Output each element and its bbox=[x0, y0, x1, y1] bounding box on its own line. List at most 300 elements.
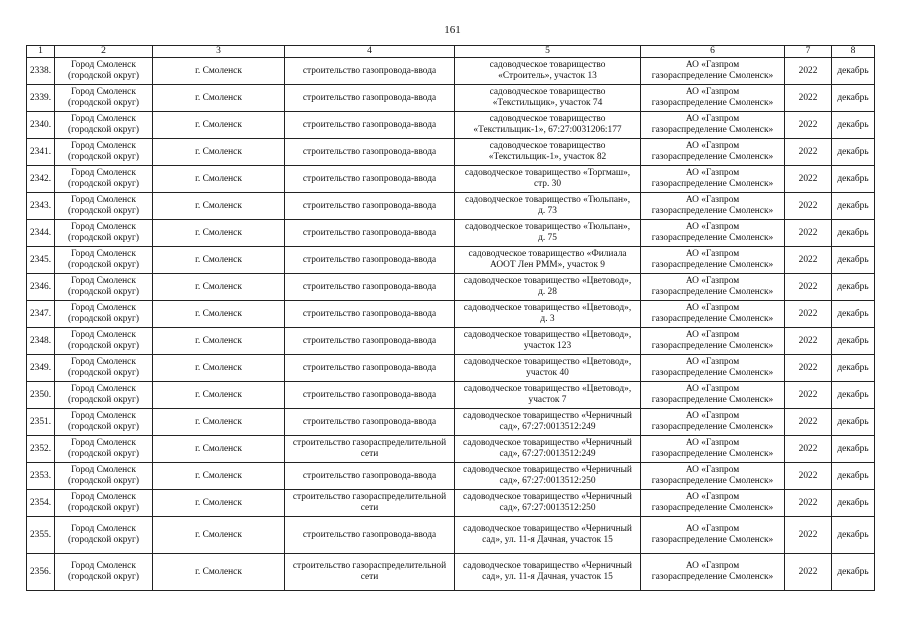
municipality-cell bbox=[55, 111, 153, 138]
object-cell bbox=[455, 516, 641, 553]
table-row bbox=[27, 138, 875, 165]
municipality-cell bbox=[55, 273, 153, 300]
row-number: 2339. bbox=[29, 92, 52, 103]
municipality-cell bbox=[55, 57, 153, 84]
object-cell bbox=[455, 300, 641, 327]
organization-line-2: газораспределение Смоленск» bbox=[651, 475, 774, 486]
object-line-1: садоводческое товарищество «Черничный bbox=[463, 492, 632, 503]
year-cell bbox=[785, 246, 832, 273]
month-text: декабрь bbox=[837, 308, 869, 319]
month-text: декабрь bbox=[837, 92, 869, 103]
work-type-cell bbox=[285, 489, 455, 516]
municipality-line-1: Город Смоленск bbox=[71, 222, 136, 233]
work-type-cell bbox=[285, 300, 455, 327]
organization-cell bbox=[641, 300, 785, 327]
organization-line-2: газораспределение Смоленск» bbox=[651, 232, 774, 243]
row-number-cell bbox=[27, 246, 55, 273]
municipality-line-1: Город Смоленск bbox=[71, 303, 136, 314]
object-cell bbox=[455, 435, 641, 462]
settlement-text: г. Смоленск bbox=[195, 443, 242, 454]
organization-line-1: АО «Газпром bbox=[685, 168, 740, 179]
organization-line-1: АО «Газпром bbox=[685, 357, 740, 368]
municipality-line-2: (городской округ) bbox=[67, 97, 140, 108]
work-type-line-1: строительство газопровода-ввода bbox=[302, 308, 437, 319]
month-text: декабрь bbox=[837, 335, 869, 346]
month-text: декабрь bbox=[837, 389, 869, 400]
work-type-cell bbox=[285, 553, 455, 590]
organization-line-2: газораспределение Смоленск» bbox=[651, 178, 774, 189]
object-line-1: садоводческое товарищество «Черничный bbox=[463, 561, 632, 572]
year-cell bbox=[785, 273, 832, 300]
work-type-line-1: строительство газораспределительной bbox=[292, 561, 447, 572]
year-cell bbox=[785, 462, 832, 489]
organization-line-2: газораспределение Смоленск» bbox=[651, 367, 774, 378]
year-text: 2022 bbox=[798, 443, 818, 454]
work-type-line-2: сети bbox=[360, 448, 379, 459]
month-text: декабрь bbox=[837, 173, 869, 184]
organization-line-1: АО «Газпром bbox=[685, 330, 740, 341]
municipality-line-2: (городской округ) bbox=[67, 205, 140, 216]
object-line-1: садоводческое товарищество bbox=[489, 114, 606, 125]
municipality-line-2: (городской округ) bbox=[67, 178, 140, 189]
municipality-line-1: Город Смоленск bbox=[71, 195, 136, 206]
settlement-cell bbox=[153, 327, 285, 354]
year-text: 2022 bbox=[798, 566, 818, 577]
municipality-line-2: (городской округ) bbox=[67, 448, 140, 459]
row-number: 2352. bbox=[29, 443, 52, 454]
organization-cell bbox=[641, 273, 785, 300]
settlement-cell bbox=[153, 84, 285, 111]
settlement-cell bbox=[153, 219, 285, 246]
row-number-cell bbox=[27, 111, 55, 138]
object-line-2: «Строитель», участок 13 bbox=[498, 70, 597, 81]
organization-line-2: газораспределение Смоленск» bbox=[651, 534, 774, 545]
municipality-line-1: Город Смоленск bbox=[71, 465, 136, 476]
year-text: 2022 bbox=[798, 146, 818, 157]
object-line-2: д. 73 bbox=[538, 205, 557, 216]
object-line-1: садоводческое товарищество bbox=[489, 60, 606, 71]
table-body bbox=[27, 57, 875, 590]
table-row bbox=[27, 381, 875, 408]
object-cell bbox=[455, 273, 641, 300]
municipality-cell bbox=[55, 462, 153, 489]
month-text: декабрь bbox=[837, 146, 869, 157]
work-type-cell bbox=[285, 57, 455, 84]
settlement-text: г. Смоленск bbox=[195, 65, 242, 76]
organization-line-1: АО «Газпром bbox=[685, 195, 740, 206]
organization-cell bbox=[641, 354, 785, 381]
work-type-cell bbox=[285, 165, 455, 192]
settlement-cell bbox=[153, 354, 285, 381]
municipality-line-1: Город Смоленск bbox=[71, 438, 136, 449]
organization-line-2: газораспределение Смоленск» bbox=[651, 571, 774, 582]
object-cell bbox=[455, 489, 641, 516]
object-line-1: садоводческое товарищество «Черничный bbox=[463, 465, 632, 476]
year-cell bbox=[785, 408, 832, 435]
year-cell bbox=[785, 435, 832, 462]
organization-line-1: АО «Газпром bbox=[685, 249, 740, 260]
row-number-cell bbox=[27, 381, 55, 408]
organization-cell bbox=[641, 462, 785, 489]
work-type-cell bbox=[285, 462, 455, 489]
settlement-cell bbox=[153, 553, 285, 590]
year-cell bbox=[785, 354, 832, 381]
year-cell bbox=[785, 165, 832, 192]
row-number-cell bbox=[27, 516, 55, 553]
work-type-line-1: строительство газораспределительной bbox=[292, 438, 447, 449]
row-number-cell bbox=[27, 57, 55, 84]
organization-cell bbox=[641, 327, 785, 354]
object-line-1: садоводческое товарищество «Цветовод», bbox=[463, 384, 632, 395]
work-type-cell bbox=[285, 246, 455, 273]
month-text: декабрь bbox=[837, 416, 869, 427]
organization-cell bbox=[641, 165, 785, 192]
work-type-line-2: сети bbox=[360, 502, 379, 513]
object-line-2: сад», 67:27:0013512:250 bbox=[499, 475, 596, 486]
table-row bbox=[27, 462, 875, 489]
object-line-2: д. 28 bbox=[538, 286, 557, 297]
settlement-text: г. Смоленск bbox=[195, 566, 242, 577]
municipality-line-2: (городской округ) bbox=[67, 151, 140, 162]
organization-line-2: газораспределение Смоленск» bbox=[651, 124, 774, 135]
settlement-cell bbox=[153, 300, 285, 327]
organization-line-1: АО «Газпром bbox=[685, 492, 740, 503]
column-header: 4 bbox=[285, 46, 455, 58]
municipality-line-1: Город Смоленск bbox=[71, 411, 136, 422]
municipality-line-1: Город Смоленск bbox=[71, 330, 136, 341]
organization-cell bbox=[641, 408, 785, 435]
municipality-cell bbox=[55, 246, 153, 273]
year-cell bbox=[785, 327, 832, 354]
row-number: 2346. bbox=[29, 281, 52, 292]
work-type-line-1: строительство газопровода-ввода bbox=[302, 529, 437, 540]
organization-line-1: АО «Газпром bbox=[685, 60, 740, 71]
table-row bbox=[27, 57, 875, 84]
object-line-1: садоводческое товарищество «Тюльпан», bbox=[464, 195, 631, 206]
work-type-line-1: строительство газопровода-ввода bbox=[302, 173, 437, 184]
settlement-cell bbox=[153, 273, 285, 300]
month-text: декабрь bbox=[837, 443, 869, 454]
row-number: 2343. bbox=[29, 200, 52, 211]
work-type-cell bbox=[285, 219, 455, 246]
object-line-2: АООТ Лен РММ», участок 9 bbox=[490, 259, 605, 270]
row-number-cell bbox=[27, 462, 55, 489]
settlement-cell bbox=[153, 165, 285, 192]
settlement-cell bbox=[153, 381, 285, 408]
municipality-cell bbox=[55, 354, 153, 381]
object-line-2: участок 7 bbox=[528, 394, 567, 405]
row-number: 2355. bbox=[29, 529, 52, 540]
row-number: 2341. bbox=[29, 146, 52, 157]
row-number: 2350. bbox=[29, 389, 52, 400]
object-line-1: садоводческое товарищество «Торгмаш», bbox=[464, 168, 631, 179]
object-cell bbox=[455, 553, 641, 590]
month-text: декабрь bbox=[837, 200, 869, 211]
organization-cell bbox=[641, 246, 785, 273]
object-cell bbox=[455, 84, 641, 111]
row-number-cell bbox=[27, 327, 55, 354]
municipality-cell bbox=[55, 300, 153, 327]
row-number-cell bbox=[27, 192, 55, 219]
object-line-1: садоводческое товарищество bbox=[489, 141, 606, 152]
month-cell bbox=[832, 435, 875, 462]
object-line-2: «Текстильщик-1», участок 82 bbox=[488, 151, 607, 162]
organization-line-1: АО «Газпром bbox=[685, 87, 740, 98]
organization-cell bbox=[641, 57, 785, 84]
organization-line-1: АО «Газпром bbox=[685, 411, 740, 422]
municipality-line-1: Город Смоленск bbox=[71, 276, 136, 287]
table-row bbox=[27, 354, 875, 381]
table-row bbox=[27, 219, 875, 246]
settlement-cell bbox=[153, 246, 285, 273]
month-text: декабрь bbox=[837, 529, 869, 540]
row-number: 2338. bbox=[29, 65, 52, 76]
municipality-line-2: (городской округ) bbox=[67, 502, 140, 513]
settlement-text: г. Смоленск bbox=[195, 200, 242, 211]
organization-cell bbox=[641, 84, 785, 111]
row-number: 2344. bbox=[29, 227, 52, 238]
month-text: декабрь bbox=[837, 470, 869, 481]
column-header: 1 bbox=[27, 46, 55, 58]
month-text: декабрь bbox=[837, 227, 869, 238]
settlement-text: г. Смоленск bbox=[195, 173, 242, 184]
work-type-line-1: строительство газопровода-ввода bbox=[302, 281, 437, 292]
municipality-cell bbox=[55, 219, 153, 246]
table-row bbox=[27, 516, 875, 553]
municipality-cell bbox=[55, 489, 153, 516]
object-cell bbox=[455, 111, 641, 138]
work-type-line-1: строительство газопровода-ввода bbox=[302, 362, 437, 373]
row-number-cell bbox=[27, 165, 55, 192]
object-cell bbox=[455, 354, 641, 381]
month-cell bbox=[832, 462, 875, 489]
row-number-cell bbox=[27, 273, 55, 300]
year-cell bbox=[785, 553, 832, 590]
settlement-text: г. Смоленск bbox=[195, 389, 242, 400]
row-number: 2340. bbox=[29, 119, 52, 130]
year-text: 2022 bbox=[798, 529, 818, 540]
object-line-1: садоводческое товарищество «Тюльпан», bbox=[464, 222, 631, 233]
organization-cell bbox=[641, 219, 785, 246]
object-line-2: д. 3 bbox=[540, 313, 555, 324]
column-header: 5 bbox=[455, 46, 641, 58]
settlement-text: г. Смоленск bbox=[195, 529, 242, 540]
settlement-cell bbox=[153, 462, 285, 489]
month-text: декабрь bbox=[837, 254, 869, 265]
year-text: 2022 bbox=[798, 92, 818, 103]
organization-line-2: газораспределение Смоленск» bbox=[651, 502, 774, 513]
settlement-cell bbox=[153, 138, 285, 165]
municipality-cell bbox=[55, 84, 153, 111]
municipality-line-2: (городской округ) bbox=[67, 571, 140, 582]
municipality-line-1: Город Смоленск bbox=[71, 141, 136, 152]
organization-cell bbox=[641, 111, 785, 138]
year-cell bbox=[785, 111, 832, 138]
work-type-line-1: строительство газопровода-ввода bbox=[302, 227, 437, 238]
object-line-1: садоводческое товарищество «Филиала bbox=[468, 249, 627, 260]
month-cell bbox=[832, 84, 875, 111]
month-text: декабрь bbox=[837, 566, 869, 577]
organization-line-2: газораспределение Смоленск» bbox=[651, 286, 774, 297]
row-number-cell bbox=[27, 408, 55, 435]
year-text: 2022 bbox=[798, 281, 818, 292]
row-number: 2348. bbox=[29, 335, 52, 346]
year-text: 2022 bbox=[798, 470, 818, 481]
organization-line-2: газораспределение Смоленск» bbox=[651, 259, 774, 270]
row-number: 2347. bbox=[29, 308, 52, 319]
year-text: 2022 bbox=[798, 200, 818, 211]
work-type-line-1: строительство газопровода-ввода bbox=[302, 146, 437, 157]
object-line-1: садоводческое товарищество «Черничный bbox=[463, 411, 632, 422]
organization-line-1: АО «Газпром bbox=[685, 276, 740, 287]
object-line-1: садоводческое товарищество «Цветовод», bbox=[463, 357, 632, 368]
object-cell bbox=[455, 192, 641, 219]
year-cell bbox=[785, 381, 832, 408]
row-number-cell bbox=[27, 435, 55, 462]
object-line-2: д. 75 bbox=[538, 232, 557, 243]
year-cell bbox=[785, 300, 832, 327]
organization-line-1: АО «Газпром bbox=[685, 524, 740, 535]
object-cell bbox=[455, 327, 641, 354]
object-cell bbox=[455, 138, 641, 165]
settlement-text: г. Смоленск bbox=[195, 254, 242, 265]
settlement-cell bbox=[153, 489, 285, 516]
work-type-cell bbox=[285, 516, 455, 553]
month-cell bbox=[832, 165, 875, 192]
organization-cell bbox=[641, 138, 785, 165]
settlement-cell bbox=[153, 408, 285, 435]
municipality-line-1: Город Смоленск bbox=[71, 249, 136, 260]
table-row bbox=[27, 246, 875, 273]
object-line-1: садоводческое товарищество «Черничный bbox=[463, 438, 632, 449]
municipality-line-2: (городской округ) bbox=[67, 232, 140, 243]
object-cell bbox=[455, 246, 641, 273]
object-line-2: сад», 67:27:0013512:249 bbox=[499, 421, 596, 432]
municipality-cell bbox=[55, 327, 153, 354]
organization-cell bbox=[641, 489, 785, 516]
object-line-2: сад», ул. 11-я Дачная, участок 15 bbox=[482, 571, 613, 582]
municipality-line-1: Город Смоленск bbox=[71, 384, 136, 395]
month-cell bbox=[832, 381, 875, 408]
municipality-line-1: Город Смоленск bbox=[71, 168, 136, 179]
municipality-line-2: (городской округ) bbox=[67, 70, 140, 81]
organization-line-1: АО «Газпром bbox=[685, 222, 740, 233]
month-text: декабрь bbox=[837, 119, 869, 130]
row-number: 2349. bbox=[29, 362, 52, 373]
year-text: 2022 bbox=[798, 416, 818, 427]
year-text: 2022 bbox=[798, 308, 818, 319]
table-row bbox=[27, 165, 875, 192]
row-number-cell bbox=[27, 489, 55, 516]
municipality-line-1: Город Смоленск bbox=[71, 524, 136, 535]
month-cell bbox=[832, 138, 875, 165]
work-type-cell bbox=[285, 111, 455, 138]
municipality-line-2: (городской округ) bbox=[67, 286, 140, 297]
year-text: 2022 bbox=[798, 119, 818, 130]
page-number: 161 bbox=[444, 24, 461, 36]
row-number: 2354. bbox=[29, 497, 52, 508]
object-line-2: «Текстильщик», участок 74 bbox=[492, 97, 603, 108]
municipality-line-2: (городской округ) bbox=[67, 394, 140, 405]
municipality-line-2: (городской округ) bbox=[67, 313, 140, 324]
month-cell bbox=[832, 553, 875, 590]
object-line-1: садоводческое товарищество «Цветовод», bbox=[463, 303, 632, 314]
object-line-2: стр. 30 bbox=[533, 178, 562, 189]
month-cell bbox=[832, 219, 875, 246]
organization-line-1: АО «Газпром bbox=[685, 465, 740, 476]
work-type-cell bbox=[285, 192, 455, 219]
row-number-cell bbox=[27, 84, 55, 111]
settlement-cell bbox=[153, 192, 285, 219]
object-line-2: сад», 67:27:0013512:250 bbox=[499, 502, 596, 513]
settlement-cell bbox=[153, 111, 285, 138]
object-line-2: участок 123 bbox=[523, 340, 572, 351]
month-cell bbox=[832, 192, 875, 219]
table-row bbox=[27, 192, 875, 219]
year-cell bbox=[785, 219, 832, 246]
row-number: 2351. bbox=[29, 416, 52, 427]
month-cell bbox=[832, 246, 875, 273]
organization-cell bbox=[641, 381, 785, 408]
object-line-2: сад», ул. 11-я Дачная, участок 15 bbox=[482, 534, 613, 545]
object-cell bbox=[455, 165, 641, 192]
object-line-1: садоводческое товарищество bbox=[489, 87, 606, 98]
row-number-cell bbox=[27, 300, 55, 327]
municipality-line-1: Город Смоленск bbox=[71, 114, 136, 125]
organization-line-1: АО «Газпром bbox=[685, 303, 740, 314]
settlement-cell bbox=[153, 57, 285, 84]
month-cell bbox=[832, 111, 875, 138]
month-text: декабрь bbox=[837, 362, 869, 373]
organization-line-1: АО «Газпром bbox=[685, 561, 740, 572]
settlement-text: г. Смоленск bbox=[195, 335, 242, 346]
work-type-line-1: строительство газопровода-ввода bbox=[302, 335, 437, 346]
work-type-line-1: строительство газопровода-ввода bbox=[302, 416, 437, 427]
work-type-cell bbox=[285, 327, 455, 354]
gas-program-table bbox=[26, 45, 875, 591]
table-row bbox=[27, 273, 875, 300]
settlement-text: г. Смоленск bbox=[195, 119, 242, 130]
municipality-line-2: (городской округ) bbox=[67, 340, 140, 351]
municipality-cell bbox=[55, 381, 153, 408]
organization-line-2: газораспределение Смоленск» bbox=[651, 151, 774, 162]
month-text: декабрь bbox=[837, 65, 869, 76]
work-type-line-1: строительство газораспределительной bbox=[292, 492, 447, 503]
object-cell bbox=[455, 462, 641, 489]
work-type-cell bbox=[285, 138, 455, 165]
organization-cell bbox=[641, 553, 785, 590]
year-cell bbox=[785, 192, 832, 219]
work-type-line-2: сети bbox=[360, 571, 379, 582]
settlement-cell bbox=[153, 435, 285, 462]
month-cell bbox=[832, 489, 875, 516]
municipality-line-2: (городской округ) bbox=[67, 367, 140, 378]
organization-line-1: АО «Газпром bbox=[685, 114, 740, 125]
organization-cell bbox=[641, 516, 785, 553]
year-text: 2022 bbox=[798, 173, 818, 184]
municipality-line-2: (городской округ) bbox=[67, 475, 140, 486]
settlement-text: г. Смоленск bbox=[195, 308, 242, 319]
row-number-cell bbox=[27, 219, 55, 246]
work-type-line-1: строительство газопровода-ввода bbox=[302, 254, 437, 265]
municipality-line-2: (городской округ) bbox=[67, 421, 140, 432]
work-type-line-1: строительство газопровода-ввода bbox=[302, 92, 437, 103]
object-line-2: «Текстильщик-1», 67:27:0031206:177 bbox=[473, 124, 622, 135]
work-type-cell bbox=[285, 354, 455, 381]
table-header-row bbox=[27, 46, 875, 58]
organization-line-2: газораспределение Смоленск» bbox=[651, 394, 774, 405]
settlement-text: г. Смоленск bbox=[195, 146, 242, 157]
